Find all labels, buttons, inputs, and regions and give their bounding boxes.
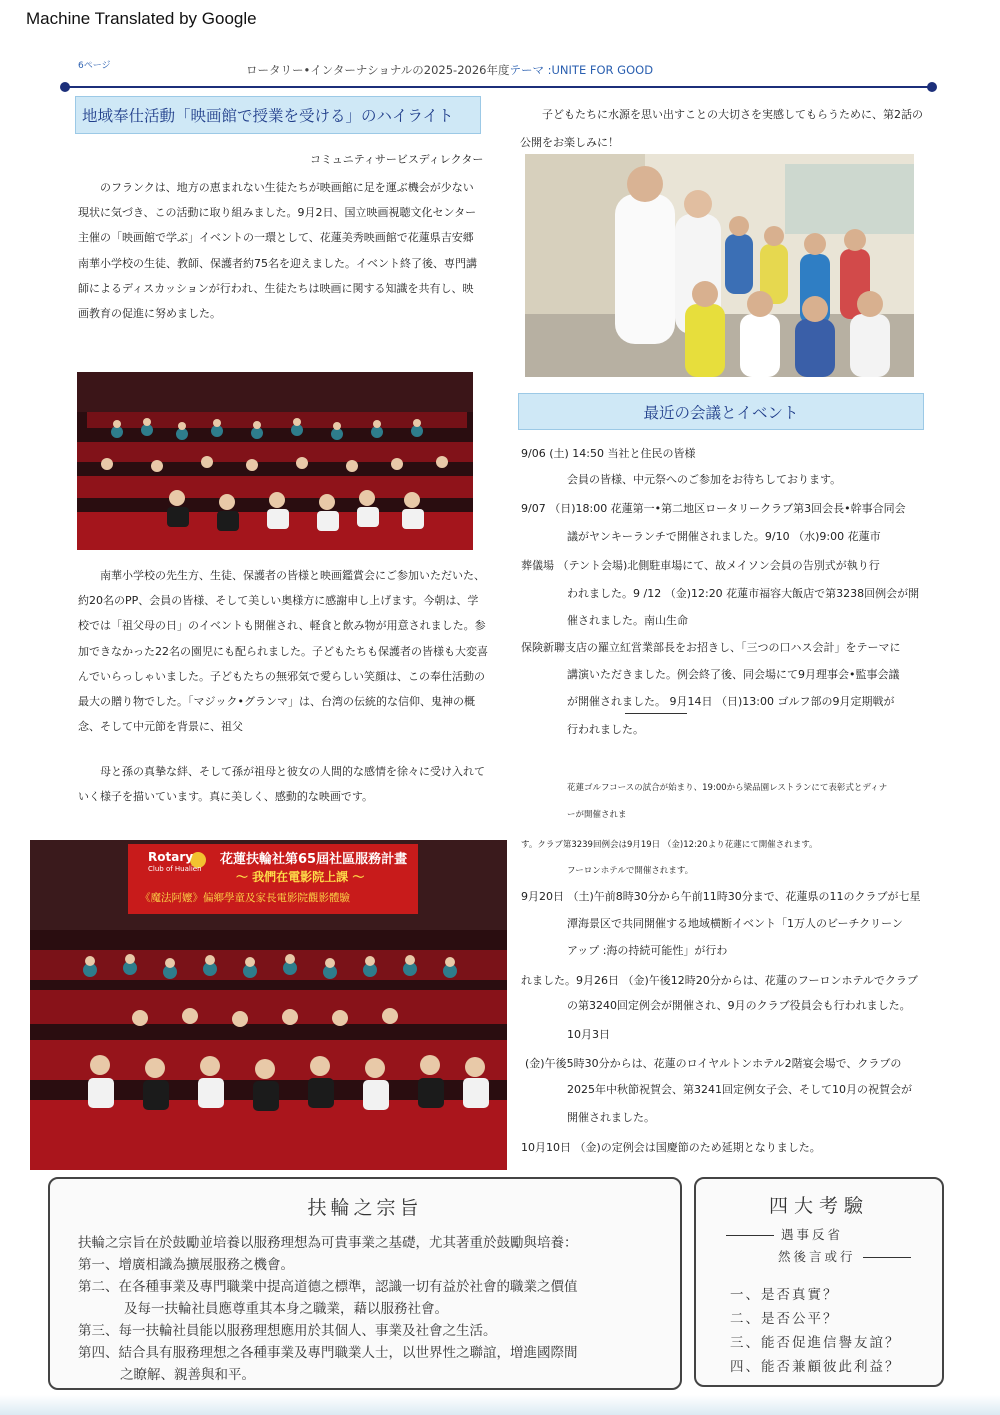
header-theme-accent: テーマ :UNITE FOR GOOD	[509, 63, 654, 77]
four-way-test-line-1: 一、是否真實？	[730, 1287, 839, 1303]
event-line-13: ーが開催されま	[567, 810, 627, 820]
banner-line-1: 花蓮扶輪社第65屆社區服務計畫	[220, 852, 408, 867]
event-line-4: 議がヤンキーランチで開催されました。9/10 （水)9:00 花蓮市	[567, 530, 881, 543]
banner-rotary-text: Rotary	[148, 850, 194, 864]
article-paragraph-1: のフランクは、地方の恵まれない生徒たちが映画館に足を運ぶ機会が少ない現状に気づき、この活動に取り組みました。9月2日、国立映画視聴文化センター主催の「映画館で学ぶ」イベントの一環として、花蓮美秀映画館で花蓮県吉安郷南華小学校の生徒、教師、保護者約75名を迎えました。イベント終了後、専門講師によるディスカッションが行われ、生徒たちは映画に関する知識を共有し、映画教育の促進に努めました。	[78, 181, 477, 321]
group-photo-with-banner	[30, 840, 507, 1170]
header-rule	[64, 86, 932, 88]
rotary-object-line-4: 及每一扶輪社員應尊重其本身之職業，藉以服務社會。	[124, 1301, 448, 1317]
rotary-object-line-6: 第四、結合具有服務理想之各種事業及專門職業人士，以世界性之聯誼，增進國際間	[78, 1345, 578, 1361]
dash-divider	[726, 1235, 774, 1236]
article-byline: コミュニティサービスディレクター	[310, 153, 484, 166]
rotary-object-line-1: 扶輪之宗旨在於鼓勵並培養以服務理想為可貴事業之基礎，尤其著重於鼓勵與培養：	[78, 1235, 578, 1251]
event-line-6: われました。9 /12 （金)12:20 花蓮市福容大飯店で第3238回例会が開	[567, 587, 920, 600]
rotary-object-line-2: 第一、增廣相識為擴展服務之機會。	[78, 1257, 294, 1273]
event-line-8: 保険新聯支店の羅立紅営業部長をお招きし、「三つの口ハス会計」をテーマに	[521, 641, 901, 654]
event-line-12: 花蓮ゴルフコースの試合が始まり、19:00から梁品園レストランにて表彰式とディナ	[567, 783, 888, 793]
header-rule-dot-right	[927, 82, 937, 92]
four-way-test-sub-2: 然後言或行	[778, 1247, 911, 1265]
header-rule-dot-left	[60, 82, 70, 92]
theater-audience-photo	[77, 372, 473, 550]
event-line-22: (金)午後5時30分からは、花蓮のロイヤルトンホテル2階宴会場で、クラブの	[525, 1057, 902, 1070]
four-way-test-line-3: 三、能否促進信譽友誼？	[730, 1335, 901, 1351]
events-title: 最近の会議とイベント	[518, 393, 924, 430]
event-line-9: 講演いただきました。例会終了後、同会場にて9月理事会•監事会議	[567, 668, 900, 681]
header-theme-prefix: ロータリー•インターナショナルの2025-2026年度	[246, 63, 510, 77]
four-way-test-box	[694, 1177, 944, 1387]
underline-mark	[625, 713, 687, 714]
event-line-19: れました。9月26日 （金)午後12時20分からは、花蓮のフーロンホテルでクラブ	[521, 974, 918, 987]
event-line-16: 9月20日 （土)午前8時30分から午前11時30分まで、花蓮県の11のクラブが七星	[521, 890, 921, 903]
classroom-photo	[525, 154, 914, 377]
article-title: 地域奉仕活動「映画館で授業を受ける」のハイライト	[75, 96, 481, 134]
dash-divider	[863, 1257, 911, 1258]
event-line-7: 催されました。南山生命	[567, 614, 688, 627]
machine-translation-banner: Machine Translated by Google	[26, 9, 257, 28]
event-line-23: 2025年中秋節祝賀会、第3241回定例女子会、そして10月の祝賀会が	[567, 1083, 912, 1096]
event-line-24: 開催されました。	[567, 1111, 655, 1124]
event-line-21: 10月3日	[567, 1028, 610, 1041]
banner-club-text: Club of Hualien	[148, 865, 202, 873]
event-line-5: 葬儀場 （テント会場)北側駐車場にて、故メイソン会員の告別式が執り行	[521, 559, 880, 572]
event-line-18: アップ :海の持続可能性」が行わ	[567, 944, 728, 957]
rotary-object-line-5: 第三、每一扶輪社員能以服務理想應用於其個人、事業及社會之生活。	[78, 1323, 497, 1339]
rotary-object-box	[48, 1177, 682, 1390]
event-line-20: の第3240回定例会が開催され、9月のクラブ役員会も行われました。	[567, 999, 911, 1012]
article-paragraph-3: 母と孫の真摯な絆、そして孫が祖母と彼女の人間的な感情を徐々に受け入れていく様子を描いています。真に美しく、感動的な映画です。	[78, 765, 485, 804]
banner-line-2: ～ 我們在電影院上課 ～	[236, 870, 365, 884]
four-way-test-line-4: 四、能否兼顧彼此利益？	[730, 1359, 901, 1375]
right-intro: 子どもたちに水源を思い出すことの大切さを実感してもらうために、第2話の公開をお楽しみに！	[520, 108, 923, 149]
four-way-test-title: 四大考驗	[768, 1195, 869, 1217]
banner-line-3: 《魔法阿嬤》偏鄉學童及家長電影院觀影體驗	[140, 892, 350, 904]
rotary-object-line-7: 之瞭解、親善與和平。	[120, 1367, 255, 1383]
event-line-2: 会員の皆様、中元祭へのご参加をお待ちしております。	[567, 473, 842, 486]
event-line-15: フーロンホテルで開催されます。	[567, 866, 694, 876]
four-way-test-sub-1: 遇事反省	[726, 1225, 843, 1243]
event-line-1: 9/06 (土) 14:50 当社と住民の皆様	[521, 447, 696, 460]
page-number: 6ページ	[78, 61, 111, 71]
header-theme	[246, 62, 653, 78]
event-line-25: 10月10日 （金)の定例会は国慶節のため延期となりました。	[521, 1141, 821, 1154]
rotary-object-title: 扶輪之宗旨	[307, 1197, 423, 1219]
rotary-object-line-3: 第二、在各種事業及專門職業中提高道德之標準，認識一切有益於社會的職業之價值	[78, 1279, 578, 1295]
event-line-11: 行われました。	[567, 723, 644, 736]
event-line-10: が開催されました。 9月14日 （日)13:00 ゴルフ部の9月定期戦が	[567, 695, 895, 708]
four-way-test-line-2: 二、是否公平？	[730, 1311, 839, 1327]
article-paragraph-2: 南華小学校の先生方、生徒、保護者の皆様と映画鑑賞会にご参加いただいた、約20名のPP、会員の皆様、そして美しい奥様方に感謝申し上げます。今朝は、学校では「祖父母の日」のイベントも開催され、軽食と飲み物が用意されました。参加できなかった22名の園児にも配られました。子どもたちも保護者の皆様も大変喜んでいらっしゃいました。子どもたちの無邪気で愛らしい笑顔は、この奉仕活動の最大の贈り物でした。「マジック•グランマ」は、台湾の伝統的な信仰、鬼神の概念、そして中元節を背景に、祖父	[78, 569, 488, 734]
bottom-gradient	[0, 1395, 1000, 1415]
event-line-14: す。クラブ第3239回例会は9月19日 （金)12:20より花蓮にて開催されます。	[521, 840, 818, 850]
event-line-3: 9/07 （日)18:00 花蓮第一•第二地区ロータリークラブ第3回会長•幹事合同会	[521, 502, 906, 515]
event-line-17: 潭海景区で共同開催する地域横断イベント「1万人のビーチクリーン	[567, 917, 903, 930]
